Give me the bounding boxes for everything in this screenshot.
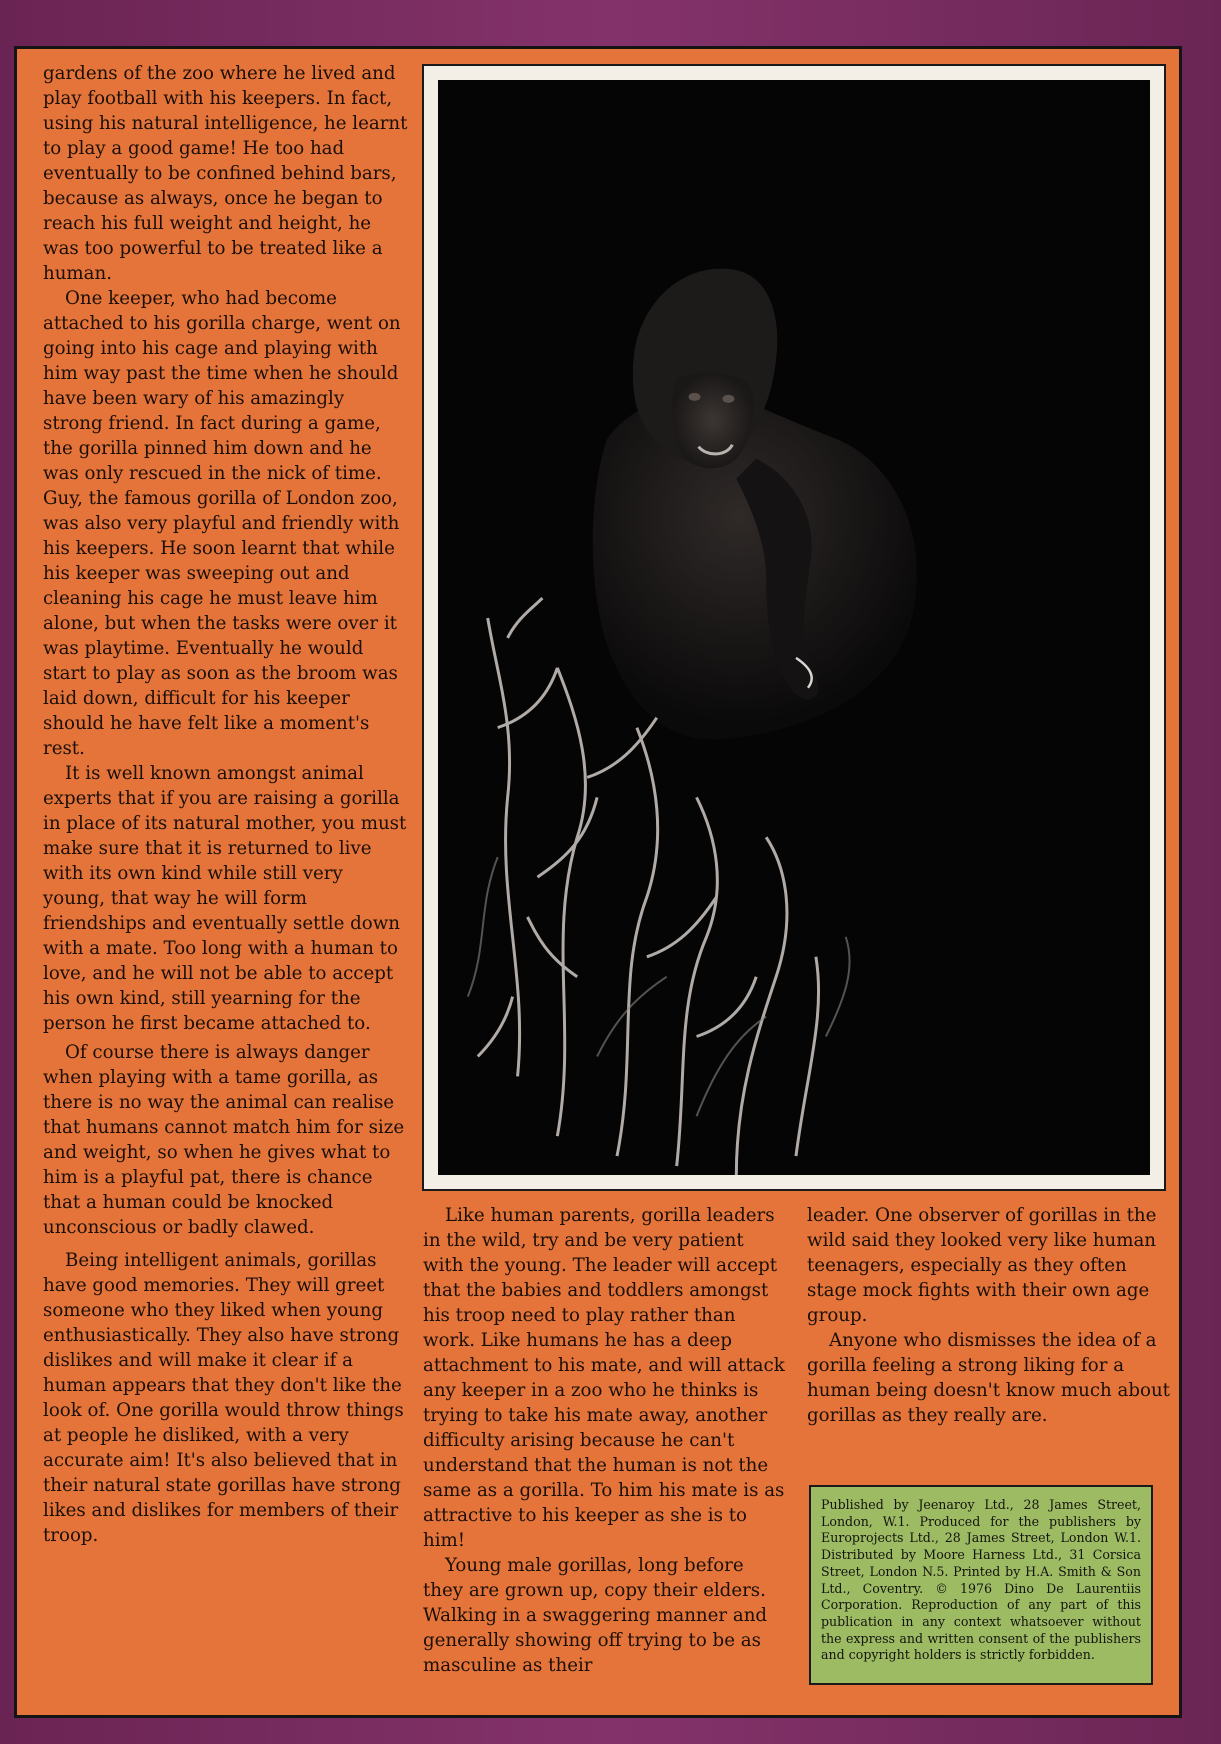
paragraph: gardens of the zoo where he lived and play football with his keepers. In fact, using his natural intelligence, he learnt to play a good game! He too had eventually to be confined behind bars, because as always, once he began to reach his full weight and height, he was too powerful to be treated like a human. (43, 63, 408, 284)
paragraph: leader. One observer of gorillas in the wild said they looked very like human teenagers, especially as they often stage mock fights with their own age group. (807, 1205, 1157, 1326)
paragraph: Of course there is always danger when playing with a tame gorilla, as there is no way the animal can realise that humans cannot match him for size and weight, so when he gives what to him is a playful pat, there is chance that a human could be knocked unconscious or badly clawed. (43, 1042, 405, 1238)
magazine-page (14, 46, 1182, 1718)
paragraph: Like human parents, gorilla leaders in the wild, try and be very patient with the young. The leader will accept that the babies and toddlers amongst his troop need to play rather than work. Like humans he has a deep attachment to his mate, and will attack any keeper in a zoo who he thinks is trying to take his mate away, another difficulty arising because he can't understand that the human is not the same as a gorilla. To him his mate is as attractive to his keeper as she is to him! (423, 1205, 785, 1551)
text-column-right (807, 1203, 1171, 1428)
gorilla-photo (438, 80, 1150, 1175)
paragraph: Being intelligent animals, gorillas have good memories. They will greet someone who they liked when young enthusiastically. They also have strong dislikes and will make it clear if a human appears that they don't like the look of. One gorilla would throw things at people he disliked, with a very accurate aim! It's also believed that in their natural state gorillas have strong likes and dislikes for members of their troop. (43, 1250, 404, 1546)
text-column-left (43, 61, 409, 1548)
publisher-credits-box: Published by Jeenaroy Ltd., 28 James Street, London, W.1. Produced for the publishers by Europrojects Ltd., 28 James Street, London W.1. Distributed by Moore Harness Ltd., 31 Corsica Street, London N.5. Printed by H.A. Smith & Son Ltd., Coventry. © 1976 Dino De Laurentiis Corporation. Reproduction of any part of this publication in any context whatsoever without the express and written consent of the publishers and copyright holders is strictly forbidden. (809, 1485, 1153, 1685)
paragraph: Young male gorillas, long before they are grown up, copy their elders. Walking in a swaggering manner and generally showing off trying to be as masculine as their (423, 1555, 768, 1676)
gorilla-illustration (438, 80, 1150, 1175)
paragraph: It is well known amongst animal experts that if you are raising a gorilla in place of its natural mother, you must make sure that it is returned to live with its own kind while still very young, that way he will form friendships and eventually settle down with a mate. Too long with a human to love, and he will not be able to accept his own kind, still yearning for the person he first became attached to. (43, 763, 407, 1034)
photo-frame (422, 64, 1166, 1191)
text-column-middle (423, 1203, 787, 1678)
paragraph: Anyone who dismisses the idea of a gorilla feeling a strong liking for a human being doesn't know much about gorillas as they really are. (807, 1330, 1170, 1426)
paragraph: One keeper, who had become attached to his gorilla charge, went on going into his cage and playing with him way past the time when he should have been wary of his amazingly strong friend. In fact during a game, the gorilla pinned him down and he was only rescued in the nick of time. Guy, the famous gorilla of London zoo, was also very playful and friendly with his keepers. He soon learnt that while his keeper was sweeping out and cleaning his cage he must leave him alone, but when the tasks were over it was playtime. Eventually he would start to play as soon as the broom was laid down, difficult for his keeper should he have felt like a moment's rest. (43, 288, 401, 759)
